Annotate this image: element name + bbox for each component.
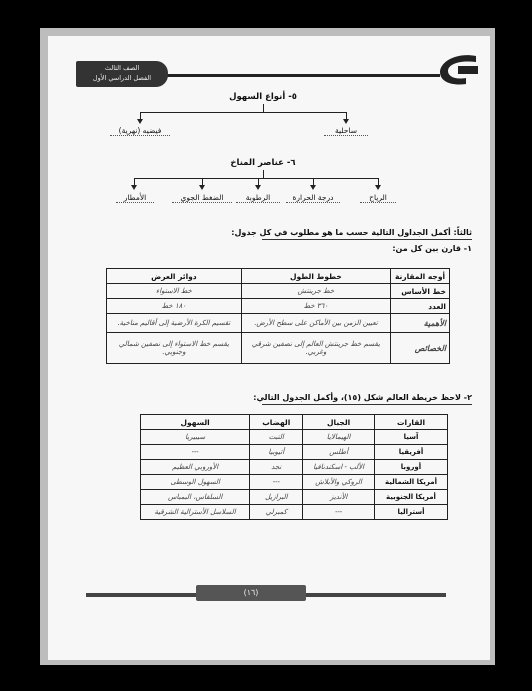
cell: تعيين الزمن بين الأماكن على سطح الأرض.: [241, 314, 390, 333]
cell: السلفاس، البمباس: [141, 490, 250, 505]
header-cell: السهول: [141, 415, 250, 430]
page-number: (١٦): [196, 585, 306, 601]
arrow-down-icon: [131, 185, 137, 190]
header-cell: خطوط الطول: [241, 269, 390, 284]
table-row: [141, 430, 448, 445]
cell: تقسيم الكرة الأرضية إلى أقاليم مناخية.: [107, 314, 242, 333]
header-cell: الهضاب: [250, 415, 303, 430]
cell: البرازيل: [250, 490, 303, 505]
arrow-down-icon: [343, 119, 349, 124]
arrow-down-icon: [310, 185, 316, 190]
header-cell: الجبال: [303, 415, 375, 430]
cell: سيبيريا: [141, 430, 250, 445]
climate-item: الرياح: [360, 193, 396, 203]
cell: ٣٦٠ خط: [241, 299, 390, 314]
continent-cell: أستراليا: [375, 505, 448, 520]
continent-cell: أمريكا الجنوبية: [375, 490, 448, 505]
plains-left-label: فيضيه (نهرية): [110, 126, 170, 136]
cell: نجد: [250, 460, 303, 475]
arrow-down-icon: [137, 119, 143, 124]
header-cell: أوجه المقارنة: [391, 269, 450, 284]
plains-connector: [263, 104, 264, 112]
climate-item: الأمطار: [116, 193, 154, 203]
continents-table: [140, 414, 448, 520]
plains-branch: [140, 112, 346, 113]
table-header-row: [141, 415, 448, 430]
cell: السلاسل الأسترالية الشرقية: [141, 505, 250, 520]
cell: خط جرينتش: [241, 284, 390, 299]
cell: السهول الوسطى: [141, 475, 250, 490]
header-cell: القارات: [375, 415, 448, 430]
row-label: الخصائص: [391, 333, 450, 364]
table-row: [107, 314, 450, 333]
cell: ---: [141, 445, 250, 460]
climate-item: الرطوبة: [236, 193, 280, 203]
badge-term: الفصل الدراسي الأول: [92, 74, 152, 82]
question-underline: [262, 404, 472, 405]
row-label: العدد: [391, 299, 450, 314]
cell: خط الاستواء: [107, 284, 242, 299]
plains-right-label: ساحلية: [324, 126, 368, 136]
cell: ---: [303, 505, 375, 520]
table-header-row: [107, 269, 450, 284]
climate-item: درجة الحرارة: [286, 193, 340, 203]
cell: كمبرلي: [250, 505, 303, 520]
table-row: [107, 299, 450, 314]
row-label: خط الأساس: [391, 284, 450, 299]
comparison-table: [106, 268, 450, 364]
cell: أطلس: [303, 445, 375, 460]
table-row: [141, 505, 448, 520]
climate-title: ٦- عناصر المناخ: [230, 158, 296, 168]
climate-connector: [263, 170, 264, 178]
continent-cell: أمريكا الشمالية: [375, 475, 448, 490]
arrow-down-icon: [199, 185, 205, 190]
badge-grade: الصف الثالث: [104, 64, 140, 72]
cell: أثيوبيا: [250, 445, 303, 460]
cell: يقسم خط جرينتش العالم إلى نصفين شرقي وغربي.: [241, 333, 390, 364]
table-row: [141, 490, 448, 505]
cell: ---: [250, 475, 303, 490]
cell: الألب - اسكندنافيا: [303, 460, 375, 475]
row-label: الأهمية: [391, 314, 450, 333]
cell: التبت: [250, 430, 303, 445]
header-cell: دوائر العرض: [107, 269, 242, 284]
plains-title: ٥- أنواع السهول: [229, 92, 297, 102]
section-heading: ثالثاً: أكمل الجداول التالية حسب ما هو مطلوب في كل جدول:: [231, 228, 472, 237]
worksheet-page: [48, 36, 490, 660]
continent-cell: أوروبا: [375, 460, 448, 475]
header-rule: [140, 74, 440, 77]
table-row: [141, 475, 448, 490]
question-2: ٢- لاحظ خريطة العالم شكل (١٥)، وأكمل الجدول التالي:: [253, 393, 472, 402]
grade-badge: [76, 61, 168, 87]
logo-icon: [436, 52, 482, 88]
heading-underline: [262, 239, 472, 240]
continent-cell: آسيا: [375, 430, 448, 445]
cell: الأوروبي العظيم: [141, 460, 250, 475]
table-row: [141, 460, 448, 475]
question-1: ١- قارن بين كل من:: [392, 244, 472, 253]
cell: ١٨٠ خط: [107, 299, 242, 314]
cell: الهيمالايا: [303, 430, 375, 445]
table-row: [107, 333, 450, 364]
continent-cell: أفريقيا: [375, 445, 448, 460]
table-row: [107, 284, 450, 299]
cell: الروكي والأبلاش: [303, 475, 375, 490]
cell: يقسم خط الاستواء إلى نصفين شمالي وجنوبي.: [107, 333, 242, 364]
table-row: [141, 445, 448, 460]
arrow-down-icon: [255, 185, 261, 190]
arrow-down-icon: [375, 185, 381, 190]
climate-item: الضغط الجوي: [172, 193, 232, 203]
climate-branch: [134, 178, 378, 179]
cell: الأنديز: [303, 490, 375, 505]
